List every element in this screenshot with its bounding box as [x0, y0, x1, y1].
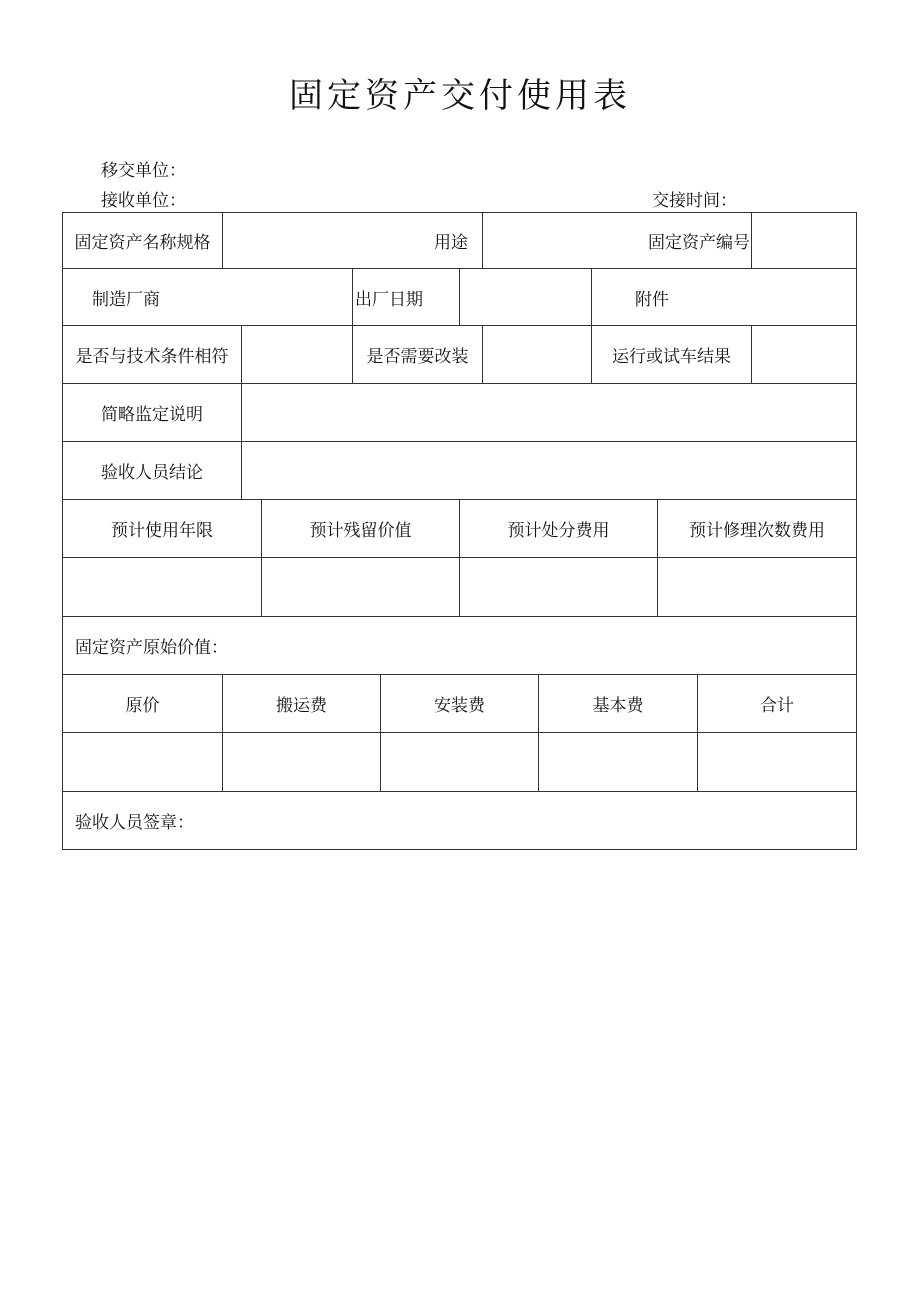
est-residual-value-label: 预计残留价值: [262, 500, 460, 558]
factory-date-label: 出厂日期: [353, 269, 460, 326]
inspector-signature-label: 验收人员签章：: [63, 792, 857, 850]
total-label: 合计: [698, 675, 857, 733]
asset-number-label: 固定资产编号: [483, 213, 752, 269]
install-fee-value[interactable]: [381, 733, 539, 792]
brief-supervision-note-label: 简略监定说明: [63, 384, 242, 442]
document-title: 固定资产交付使用表: [289, 76, 631, 116]
asset-number-value[interactable]: [752, 213, 857, 269]
est-repair-cost-value[interactable]: [658, 558, 857, 617]
base-fee-value[interactable]: [539, 733, 698, 792]
base-fee-label: 基本费: [539, 675, 698, 733]
original-price-label: 原价: [63, 675, 223, 733]
transfer-unit-label: 移交单位：: [101, 161, 186, 181]
inspector-conclusion-label: 验收人员结论: [63, 442, 242, 500]
accessories-label: 附件: [592, 269, 857, 326]
manufacturer-label: 制造厂商: [63, 269, 353, 326]
inspector-conclusion-value[interactable]: [242, 442, 857, 500]
est-repair-cost-label: 预计修理次数费用: [658, 500, 857, 558]
factory-date-value[interactable]: [460, 269, 592, 326]
est-service-life-value[interactable]: [63, 558, 262, 617]
handover-time-label: 交接时间：: [652, 191, 737, 211]
transport-fee-value[interactable]: [223, 733, 381, 792]
total-value[interactable]: [698, 733, 857, 792]
est-service-life-label: 预计使用年限: [63, 500, 262, 558]
brief-supervision-note-value[interactable]: [242, 384, 857, 442]
receiving-unit-label: 接收单位：: [101, 191, 186, 211]
trial-run-result-value[interactable]: [752, 326, 857, 384]
usage-label: 用途: [223, 213, 483, 269]
install-fee-label: 安装费: [381, 675, 539, 733]
needs-modification-label: 是否需要改装: [353, 326, 483, 384]
original-price-value[interactable]: [63, 733, 223, 792]
trial-run-result-label: 运行或试车结果: [592, 326, 752, 384]
est-residual-value-value[interactable]: [262, 558, 460, 617]
asset-name-spec-label: 固定资产名称规格: [63, 213, 223, 269]
transport-fee-label: 搬运费: [223, 675, 381, 733]
est-disposal-cost-value[interactable]: [460, 558, 658, 617]
asset-handover-table: [62, 212, 857, 850]
meets-tech-conditions-value[interactable]: [242, 326, 353, 384]
original-value-label: 固定资产原始价值：: [63, 617, 857, 675]
meets-tech-conditions-label: 是否与技术条件相符: [63, 326, 242, 384]
needs-modification-value[interactable]: [483, 326, 592, 384]
est-disposal-cost-label: 预计处分费用: [460, 500, 658, 558]
